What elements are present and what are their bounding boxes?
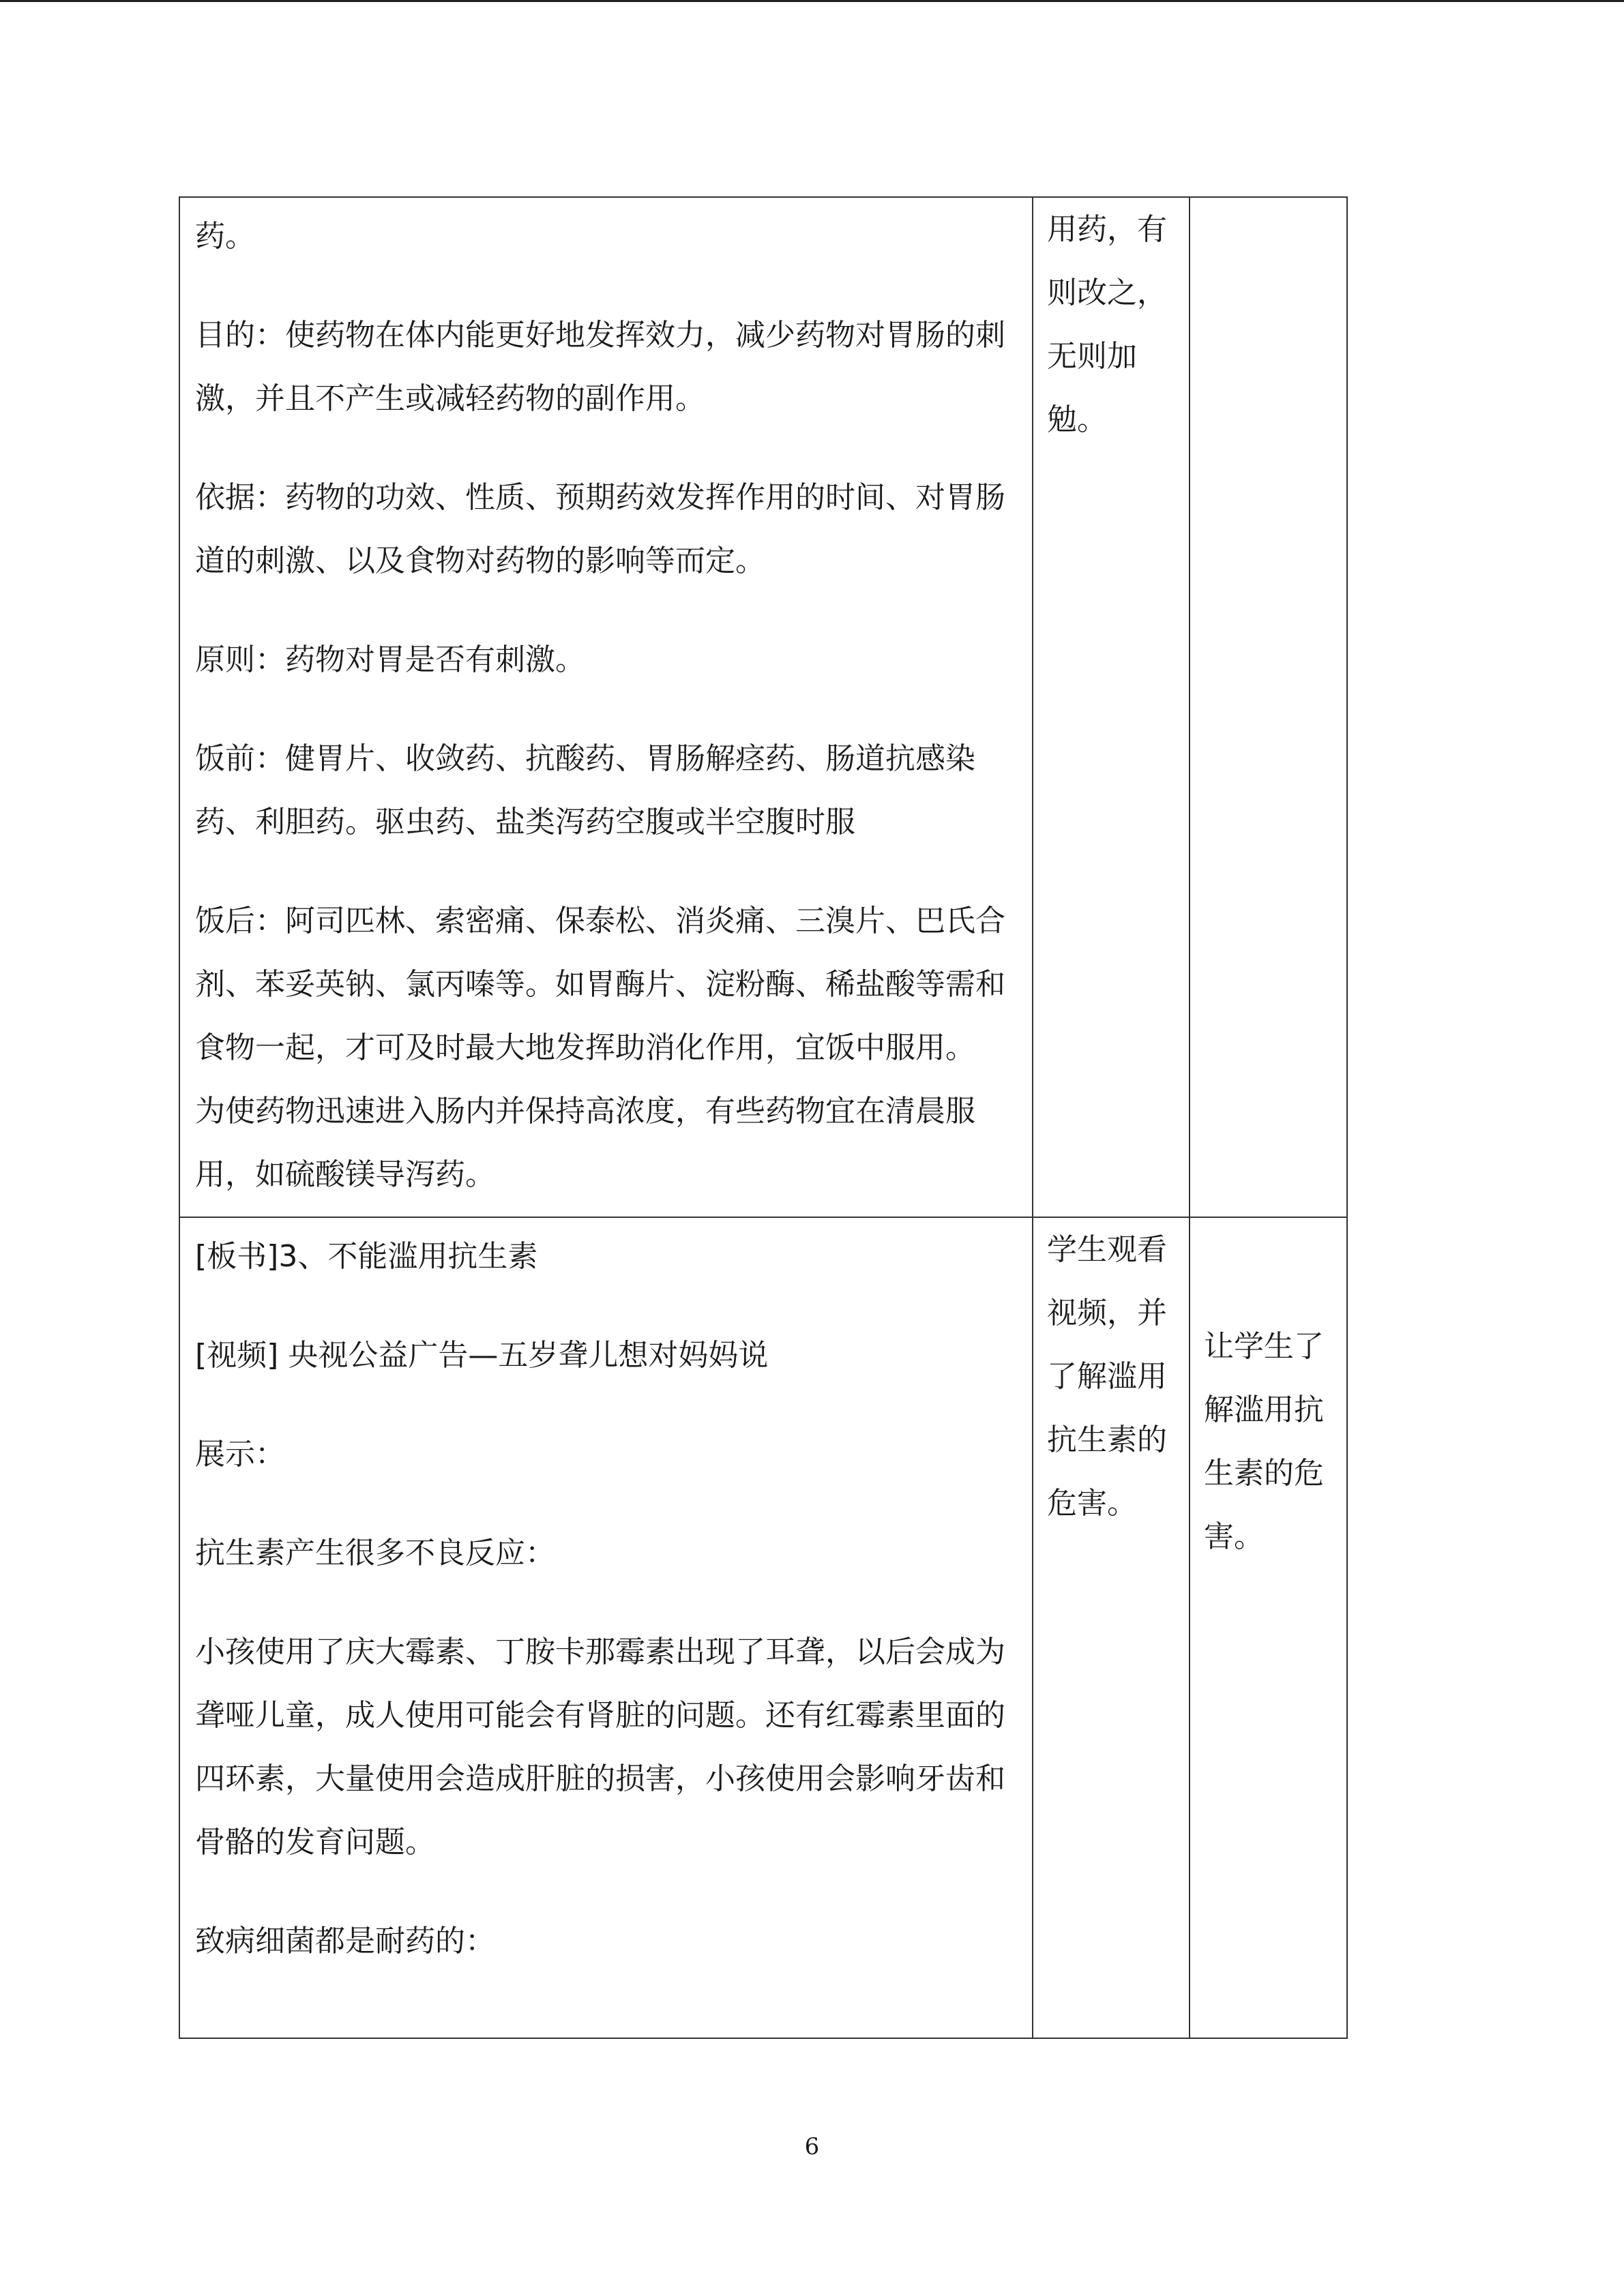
student-activity-cell	[1033, 197, 1190, 1217]
lesson-plan-table	[179, 196, 1348, 2039]
content-cell	[179, 1217, 1033, 2038]
content-paragraph: 饭后：阿司匹林、索密痛、保泰松、消炎痛、三溴片、巴氏合剂、苯妥英钠、氯丙嗪等。如胃酶片、淀粉酶、稀盐酸等需和食物一起，才可及时最大地发挥助消化作用，宜饭中服用。 为使药物迅速进入肠内并保持高浓度，有些药物宜在清晨服用，如硫酸镁导泻药。	[195, 904, 1005, 1192]
content-paragraph: 展示：	[195, 1437, 285, 1472]
content-paragraph: [板书]3、不能滥用抗生素	[195, 1239, 538, 1274]
student-activity-text: 用药，有则改之，无则加勉。	[1047, 212, 1167, 437]
design-intent-text: 让学生了解滥用抗生素的危害。	[1204, 1329, 1324, 1554]
student-activity-cell	[1033, 1217, 1190, 2038]
content-paragraph: [视频] 央视公益广告—五岁聋儿想对妈妈说	[195, 1338, 769, 1373]
page-number: 6	[804, 2133, 820, 2160]
top-border-line	[0, 0, 1624, 2]
content-paragraph: 小孩使用了庆大霉素、丁胺卡那霉素出现了耳聋，以后会成为聋哑儿童，成人使用可能会有肾脏的问题。还有红霉素里面的四环素，大量使用会造成肝脏的损害，小孩使用会影响牙齿和骨骼的发育问题。	[195, 1635, 1005, 1860]
content-paragraph: 原则：药物对胃是否有刺激。	[195, 642, 585, 677]
student-activity-text: 学生观看视频，并了解滥用抗生素的危害。	[1047, 1232, 1167, 1521]
content-paragraph: 抗生素产生很多不良反应：	[195, 1536, 555, 1570]
content-cell	[179, 197, 1033, 1217]
content-paragraph: 目的：使药物在体内能更好地发挥效力，减少药物对胃肠的刺激，并且不产生或减轻药物的副作用。	[195, 318, 1005, 416]
table-row	[179, 197, 1347, 1217]
table-row	[179, 1217, 1347, 2038]
design-intent-cell	[1190, 197, 1347, 1217]
content-paragraph: 致病细菌都是耐药的：	[195, 1924, 495, 1958]
design-intent-cell	[1190, 1217, 1347, 2038]
content-paragraph: 饭前：健胃片、收敛药、抗酸药、胃肠解痉药、肠道抗感染药、利胆药。驱虫药、盐类泻药空腹或半空腹时服	[195, 741, 975, 839]
content-paragraph: 依据：药物的功效、性质、预期药效发挥作用的时间、对胃肠道的刺激、以及食物对药物的影响等而定。	[195, 480, 1005, 578]
content-paragraph: 药。	[195, 219, 255, 254]
